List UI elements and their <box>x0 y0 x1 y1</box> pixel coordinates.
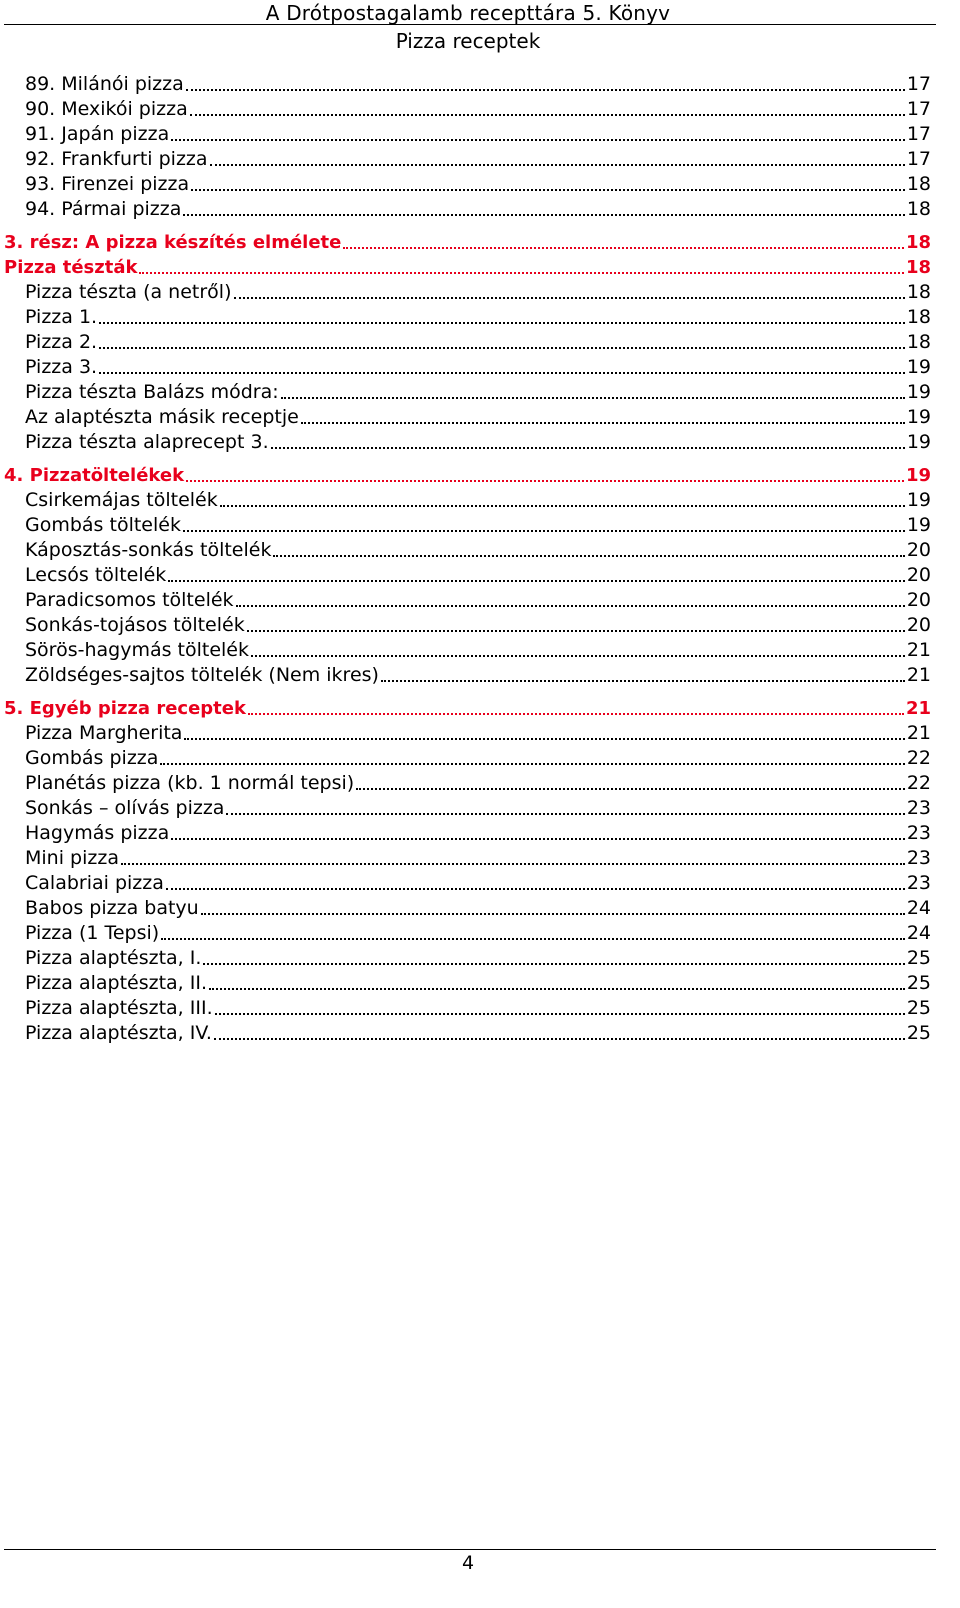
dot-leader <box>166 888 905 890</box>
toc-entry[interactable] <box>25 846 931 871</box>
toc-entry-title: Pizza 2. <box>25 331 98 353</box>
dot-leader <box>168 580 905 582</box>
toc-entry[interactable] <box>25 430 931 455</box>
toc-entry-page: 20 <box>906 539 931 561</box>
dot-leader <box>160 763 904 765</box>
toc-entry[interactable] <box>25 563 931 588</box>
toc-entry-page: 24 <box>906 922 931 944</box>
toc-entry-title: Pizza Margherita <box>25 722 183 744</box>
toc-entry-title: Káposztás-sonkás töltelék <box>25 539 272 561</box>
toc-entry-title: Zöldséges-sajtos töltelék (Nem ikres) <box>25 664 379 686</box>
toc-entry[interactable] <box>25 871 931 896</box>
toc-entry-title: Csirkemájas töltelék <box>25 489 218 511</box>
toc-entry-page: 24 <box>906 897 931 919</box>
toc-entry-title: Pizza 3. <box>25 356 98 378</box>
toc-entry[interactable] <box>25 971 931 996</box>
toc-entry-page: 23 <box>906 797 931 819</box>
toc-entry-title: 90. Mexikói pizza <box>25 98 188 120</box>
toc-entry-title: Pizza alaptészta, I. <box>25 947 202 969</box>
dot-leader <box>356 788 905 790</box>
toc-entry[interactable] <box>25 613 931 638</box>
dot-leader <box>301 422 905 424</box>
toc-entry-page: 18 <box>906 331 931 353</box>
toc-entry-title: 94. Pármai pizza <box>25 198 182 220</box>
toc-entry[interactable] <box>25 821 931 846</box>
toc-entry-title: Pizza alaptészta, II. <box>25 972 208 994</box>
toc-entry-page: 20 <box>906 564 931 586</box>
toc-entry-title: 89. Milánói pizza <box>25 73 184 95</box>
toc-entry-page: 18 <box>905 232 931 253</box>
dot-leader <box>171 139 905 141</box>
toc-entry[interactable] <box>25 97 931 122</box>
dot-leader <box>184 738 904 740</box>
toc-entry-page: 17 <box>906 123 931 145</box>
toc-entry-page: 25 <box>906 1022 931 1044</box>
header-divider <box>4 24 936 25</box>
toc-entry[interactable] <box>25 513 931 538</box>
toc-entry-page: 19 <box>906 431 931 453</box>
toc-entry-page: 23 <box>906 872 931 894</box>
toc-entry-page: 25 <box>906 972 931 994</box>
dot-leader <box>99 372 905 374</box>
dot-leader <box>209 988 905 990</box>
dot-leader <box>171 838 905 840</box>
toc-entry-title: 4. Pizzatöltelékek <box>4 465 185 486</box>
dot-leader <box>121 863 905 865</box>
toc-entry[interactable] <box>25 488 931 513</box>
book-title: A Drótpostagalamb recepttára 5. Könyv <box>265 1 671 25</box>
toc-entry-page: 19 <box>906 381 931 403</box>
toc-entry-title: Pizza tészták <box>4 257 138 278</box>
toc-entry[interactable] <box>25 197 931 222</box>
toc-entry-page: 25 <box>906 947 931 969</box>
toc-entry-title: 3. rész: A pizza készítés elmélete <box>4 232 342 253</box>
toc-entry-title: Sonkás – olívás pizza <box>25 797 225 819</box>
toc-entry-page: 21 <box>905 698 931 719</box>
toc-entry[interactable] <box>25 896 931 921</box>
toc-entry[interactable] <box>25 663 931 688</box>
toc-entry-page: 21 <box>906 664 931 686</box>
toc-entry-page: 18 <box>905 257 931 278</box>
toc-entry-page: 23 <box>906 822 931 844</box>
toc-entry-title: Gombás töltelék <box>25 514 181 536</box>
toc-entry[interactable] <box>25 588 931 613</box>
toc-entry[interactable] <box>25 538 931 563</box>
dot-leader <box>226 813 904 815</box>
dot-leader <box>210 164 905 166</box>
toc-entry[interactable] <box>25 330 931 355</box>
toc-entry-title: 93. Firenzei pizza <box>25 173 190 195</box>
toc-entry-title: Paradicsomos töltelék <box>25 589 234 611</box>
dot-leader <box>273 555 904 557</box>
toc-entry-page: 20 <box>906 614 931 636</box>
toc-entry-title: Babos pizza batyu <box>25 897 199 919</box>
dot-leader <box>381 680 905 682</box>
toc-entry-title: Pizza alaptészta, III. <box>25 997 213 1019</box>
toc-entry-title: Hagymás pizza <box>25 822 170 844</box>
dot-leader <box>183 214 904 216</box>
toc-section-heading[interactable] <box>4 255 931 280</box>
toc-entry-page: 21 <box>906 722 931 744</box>
toc-entry-title: Calabriai pizza <box>25 872 164 894</box>
toc-entry-title: 92. Frankfurti pizza <box>25 148 208 170</box>
toc-entry-page: 17 <box>906 148 931 170</box>
page-number: 4 <box>461 1552 475 1574</box>
toc-section-heading[interactable] <box>4 463 931 488</box>
toc-entry[interactable] <box>25 1021 931 1046</box>
toc-entry[interactable] <box>25 147 931 172</box>
toc-entry-page: 21 <box>906 639 931 661</box>
dot-leader <box>215 1013 905 1015</box>
dot-leader <box>99 347 905 349</box>
dot-leader <box>190 114 905 116</box>
toc-entry-page: 17 <box>906 73 931 95</box>
dot-leader <box>186 89 905 91</box>
toc-entry-page: 20 <box>906 589 931 611</box>
dot-leader <box>234 297 905 299</box>
toc-entry-title: Pizza tészta (a netről) <box>25 281 232 303</box>
toc-entry[interactable] <box>25 921 931 946</box>
toc-entry-page: 19 <box>906 356 931 378</box>
dot-leader <box>343 247 904 249</box>
toc-entry-title: Planétás pizza (kb. 1 normál tepsi) <box>25 772 355 794</box>
toc-entry-page: 19 <box>905 465 931 486</box>
toc-entry[interactable] <box>25 638 931 663</box>
dot-leader <box>139 272 903 274</box>
toc-entry[interactable] <box>25 721 931 746</box>
dot-leader <box>186 480 904 482</box>
toc-entry[interactable] <box>25 280 931 305</box>
dot-leader <box>183 530 905 532</box>
book-subtitle: Pizza receptek <box>395 29 541 53</box>
toc-entry-title: 91. Japán pizza <box>25 123 170 145</box>
toc-section-heading[interactable] <box>4 230 931 255</box>
toc-entry[interactable] <box>25 172 931 197</box>
toc-entry[interactable] <box>25 996 931 1021</box>
toc-entry-page: 19 <box>906 514 931 536</box>
dot-leader <box>236 605 905 607</box>
dot-leader <box>271 447 905 449</box>
dot-leader <box>203 963 904 965</box>
toc-section-heading[interactable] <box>4 696 931 721</box>
toc-entry[interactable] <box>25 796 931 821</box>
toc-entry-title: 5. Egyéb pizza receptek <box>4 698 246 719</box>
dot-leader <box>214 1038 905 1040</box>
toc-entry[interactable] <box>25 946 931 971</box>
toc-entry-title: Pizza tészta alaprecept 3. <box>25 431 269 453</box>
toc-entry-page: 18 <box>906 306 931 328</box>
dot-leader <box>191 189 905 191</box>
toc-entry-page: 25 <box>906 997 931 1019</box>
toc-entry-title: Pizza alaptészta, IV. <box>25 1022 212 1044</box>
toc-entry[interactable] <box>25 355 931 380</box>
toc-entry-page: 18 <box>906 198 931 220</box>
toc-entry[interactable] <box>25 122 931 147</box>
dot-leader <box>161 938 905 940</box>
toc-entry-page: 18 <box>906 281 931 303</box>
toc-entry-page: 22 <box>906 747 931 769</box>
toc-entry-title: Sörös-hagymás töltelék <box>25 639 250 661</box>
toc-entry-title: Pizza (1 Tepsi) <box>25 922 160 944</box>
toc-entry-title: Az alaptészta másik receptje <box>25 406 299 428</box>
toc-entry-page: 17 <box>906 98 931 120</box>
toc-entry[interactable] <box>25 746 931 771</box>
toc-entry-title: Pizza 1. <box>25 306 98 328</box>
dot-leader <box>201 913 905 915</box>
toc-entry-title: Sonkás-tojásos töltelék <box>25 614 245 636</box>
dot-leader <box>251 655 905 657</box>
dot-leader <box>281 397 905 399</box>
dot-leader <box>99 322 905 324</box>
toc-entry[interactable] <box>25 771 931 796</box>
toc-entry-title: Pizza tészta Balázs módra: <box>25 381 279 403</box>
toc-entry-title: Lecsós töltelék <box>25 564 167 586</box>
toc-entry-page: 22 <box>906 772 931 794</box>
toc-entry[interactable] <box>25 380 931 405</box>
dot-leader <box>248 713 904 715</box>
toc-entry-page: 23 <box>906 847 931 869</box>
toc-entry-page: 18 <box>906 173 931 195</box>
toc-entry[interactable] <box>25 305 931 330</box>
toc-entry[interactable] <box>25 405 931 430</box>
toc-entry-title: Mini pizza <box>25 847 119 869</box>
dot-leader <box>220 505 905 507</box>
toc-entry-page: 19 <box>906 406 931 428</box>
toc-entry-title: Gombás pizza <box>25 747 159 769</box>
dot-leader <box>247 630 905 632</box>
toc-entry-page: 19 <box>906 489 931 511</box>
toc-entry[interactable] <box>25 72 931 97</box>
